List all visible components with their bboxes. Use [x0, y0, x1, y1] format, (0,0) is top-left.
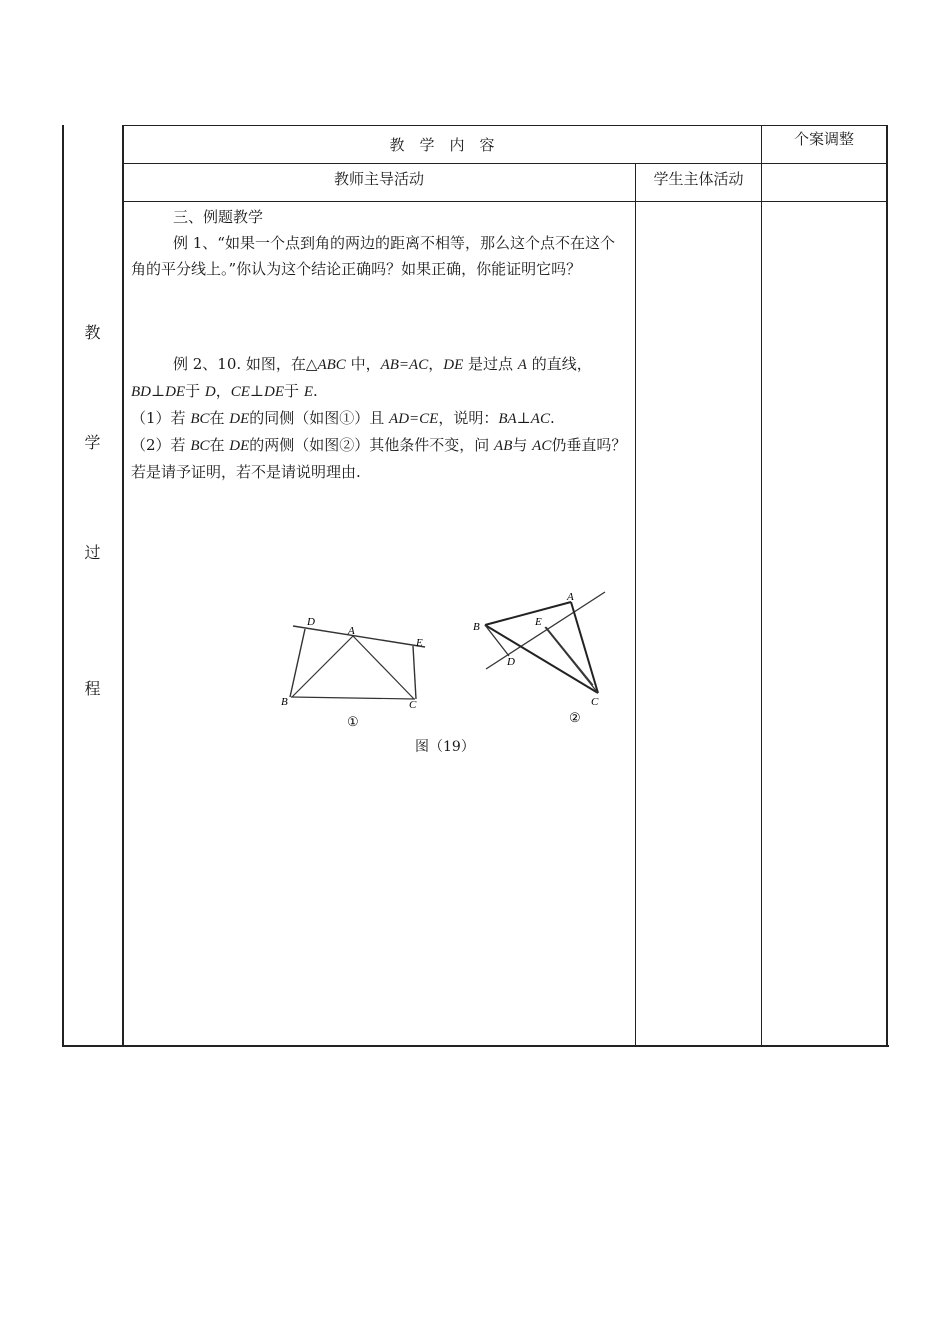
table-bottom-border [62, 1045, 889, 1047]
label-b: B [281, 696, 288, 708]
figure-2 [465, 585, 615, 730]
side-label-char: 教 [84, 323, 101, 342]
label-a: A [567, 591, 574, 603]
label-c: C [591, 696, 599, 708]
segment-ce [413, 646, 416, 699]
label-d: D [507, 656, 515, 668]
figure-caption: 图（19） [415, 739, 475, 755]
segment-ba [485, 602, 571, 625]
adjust-title: 个案调整 [793, 130, 854, 148]
example-1: 例 1、“如果一个点到角的两边的距离不相等，那么这个点不在这个角的平分线上。”你认为这个结论正确吗？如果正确，你能证明它吗？ [131, 234, 615, 278]
side-column-divider [122, 125, 124, 1047]
teacher-content [131, 204, 629, 485]
label-b: B [473, 621, 480, 633]
segment-bd [485, 625, 509, 656]
segment-ac [353, 636, 414, 699]
content-adjust-divider [761, 125, 762, 1046]
side-label-char: 学 [84, 433, 101, 452]
table-top-border [123, 125, 888, 126]
label-c: C [409, 699, 417, 711]
example-2-question-2: （2）若 BC在 DE的两侧（如图②）其他条件不变，问 AB与 AC仍垂直吗？若是请予证明，若不是请说明理由. [131, 436, 627, 481]
table-right-border [886, 125, 888, 1047]
example-2-question-1: （1）若 BC在 DE的同侧（如图①）且 AD=CE，说明：BA⊥AC. [131, 409, 555, 427]
student-col-title: 学生主体活动 [653, 170, 744, 188]
label-e: E [535, 616, 542, 628]
segment-ce [545, 627, 598, 693]
example-2-statement: 例 2、10. 如图，在△ABC 中，AB=AC，DE 是过点 A 的直线，BD⊥DE于 D，CE⊥DE于 E. [131, 355, 592, 400]
side-label-char: 过 [84, 543, 101, 562]
label-a: A [348, 625, 355, 637]
figure-2-number: ② [569, 711, 581, 726]
section-title: 三、例题教学 [173, 208, 264, 226]
figure-1 [275, 605, 440, 735]
teacher-col-title: 教师主导活动 [333, 170, 424, 188]
label-d: D [307, 616, 315, 628]
teacher-student-divider [635, 163, 636, 1046]
main-header-divider [123, 163, 887, 164]
main-title: 教 学 内 容 [389, 136, 495, 154]
label-e: E [416, 637, 423, 649]
line-de [293, 626, 425, 647]
subheader-divider [123, 201, 887, 202]
table-left-border [62, 125, 64, 1047]
segment-bc [291, 697, 415, 699]
side-label-char: 程 [84, 679, 101, 698]
figure-1-number: ① [347, 715, 359, 730]
